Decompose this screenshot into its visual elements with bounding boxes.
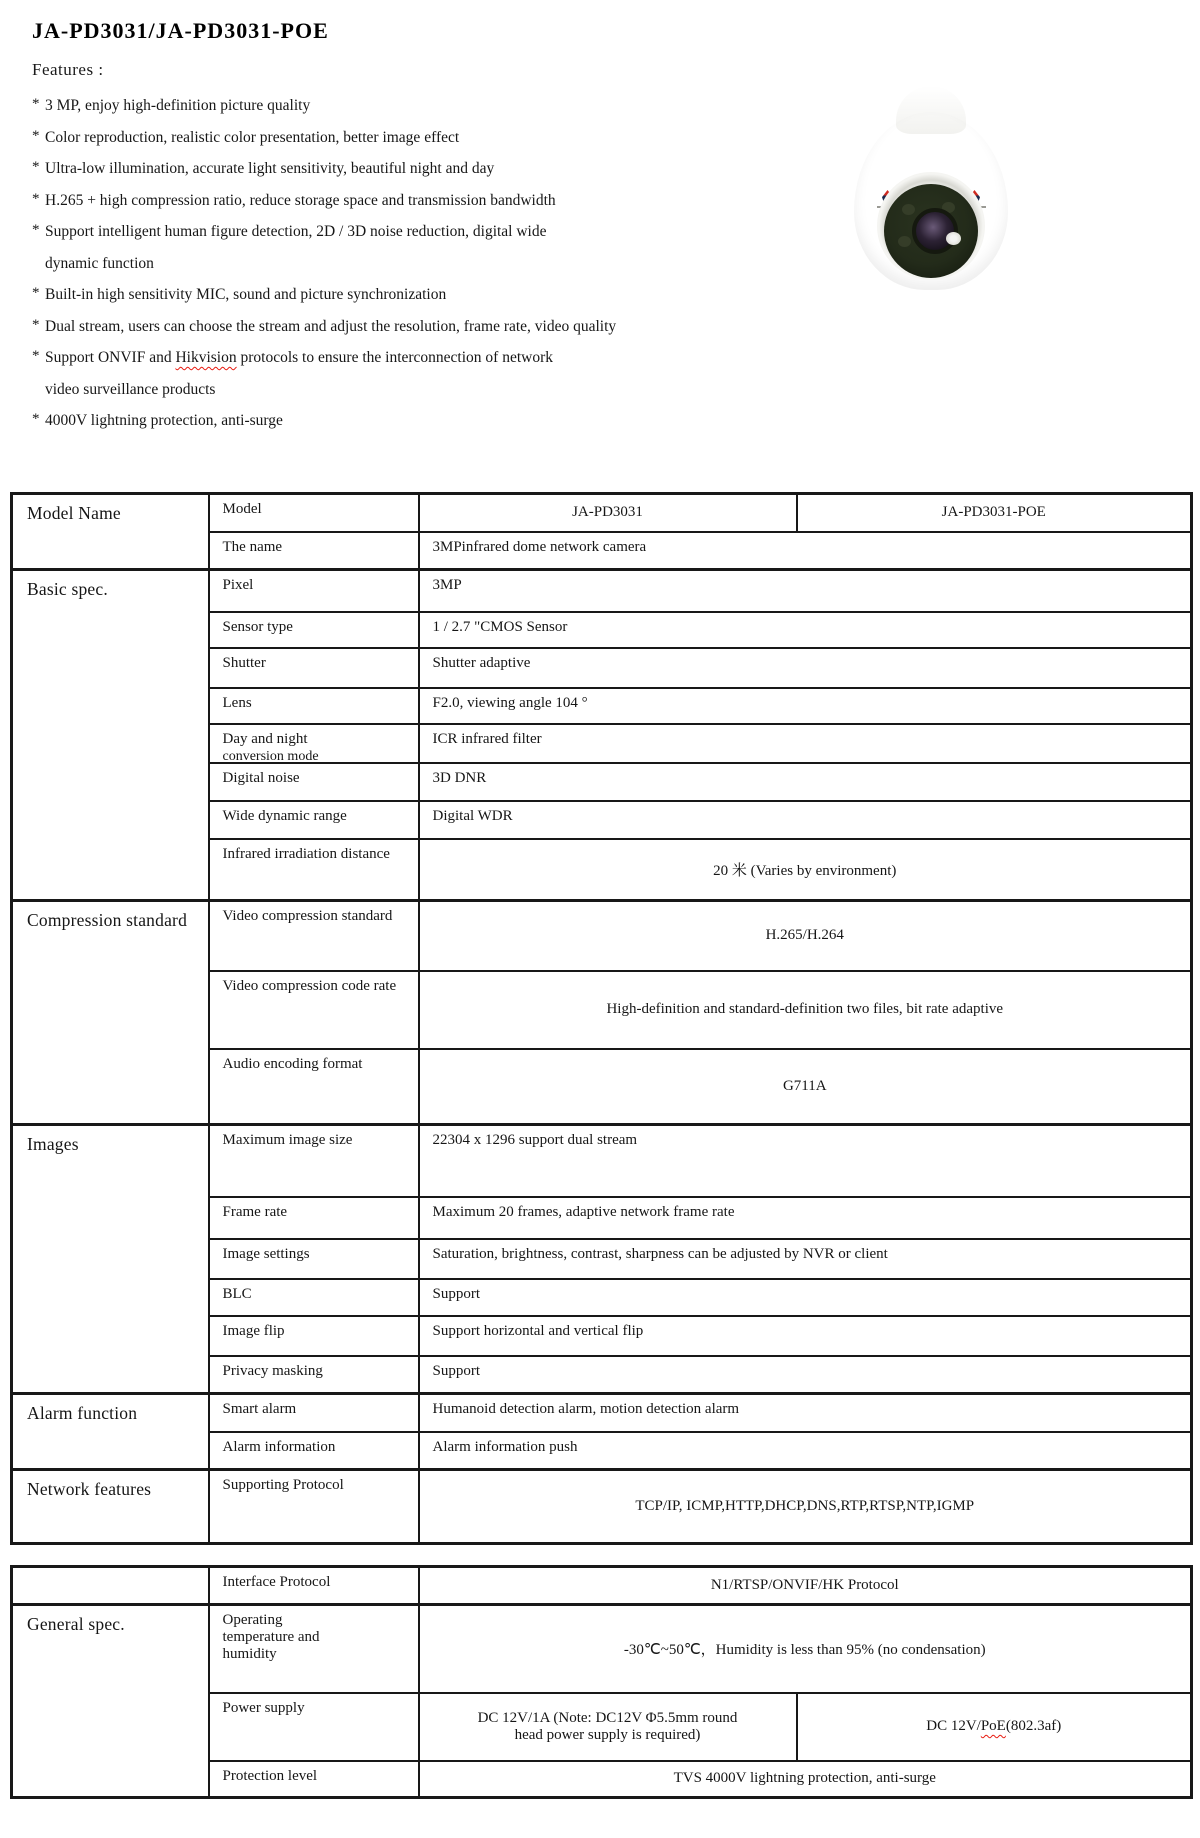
- row-value: H.265/H.264: [419, 901, 1192, 971]
- row-label: Video compression standard: [209, 901, 419, 971]
- row-label: Image settings: [209, 1239, 419, 1279]
- row-label: Pixel: [209, 570, 419, 612]
- row-label: Shutter: [209, 648, 419, 688]
- section-label: Basic spec.: [12, 570, 209, 901]
- row-label: Model: [209, 494, 419, 532]
- row-value: Maximum 20 frames, adaptive network frame rate: [419, 1197, 1192, 1239]
- row-label: Image flip: [209, 1316, 419, 1356]
- row-label: BLC: [209, 1279, 419, 1316]
- row-label: Operating temperature and humidity: [209, 1605, 419, 1693]
- power-supply-poe-value: DC 12V/PoE(802.3af): [797, 1693, 1192, 1761]
- row-value: ICR infrared filter: [419, 724, 1192, 763]
- row-value: Saturation, brightness, contrast, sharpness can be adjusted by NVR or client: [419, 1239, 1192, 1279]
- row-value: 20 米 (Varies by environment): [419, 839, 1192, 901]
- row-value: High-definition and standard-definition two files, bit rate adaptive: [419, 971, 1192, 1049]
- row-value: TCP/IP, ICMP,HTTP,DHCP,DNS,RTP,RTSP,NTP,IGMP: [419, 1470, 1192, 1544]
- page-title: JA-PD3031/JA-PD3031-POE: [32, 18, 329, 43]
- model-a-value: JA-PD3031: [419, 494, 797, 532]
- clipped-label-line: conversion mode: [222, 748, 319, 764]
- row-label: Power supply: [209, 1693, 419, 1761]
- camera-iris: [912, 208, 958, 254]
- light-sensor: [946, 232, 961, 245]
- section-label-empty: [12, 1567, 209, 1605]
- row-label: Digital noise: [209, 763, 419, 801]
- ir-led: [902, 204, 915, 215]
- misspelled-word: PoE: [980, 1718, 1006, 1734]
- feature-item: * Color reproduction, realistic color presentation, better image effect: [32, 127, 460, 146]
- features-heading: Features :: [32, 60, 104, 79]
- bullet-asterisk: *: [32, 96, 40, 112]
- feature-item: * Support ONVIF and Hikvision protocols to ensure the interconnection of network: [32, 348, 553, 366]
- row-value: 3D DNR: [419, 763, 1192, 801]
- feature-item-continuation: video surveillance products: [45, 380, 216, 398]
- row-label: Supporting Protocol: [209, 1470, 419, 1544]
- feature-item: * Support intelligent human figure detection, 2D / 3D noise reduction, digital wide: [32, 222, 547, 240]
- row-label: Interface Protocol: [209, 1567, 419, 1605]
- power-supply-dc-value: DC 12V/1A (Note: DC12V Φ5.5mm round head power supply is required): [419, 1693, 797, 1761]
- model-b-value: JA-PD3031-POE: [797, 494, 1192, 532]
- feature-item: * Dual stream, users can choose the stream and adjust the resolution, frame rate, video quality: [32, 316, 617, 335]
- row-value: 3MPinfrared dome network camera: [419, 532, 1192, 570]
- row-value: 1 / 2.7 "CMOS Sensor: [419, 612, 1192, 648]
- general-table: [10, 1565, 1193, 1799]
- row-value: TVS 4000V lightning protection, anti-surge: [419, 1761, 1192, 1798]
- feature-item: * 3 MP, enjoy high-definition picture quality: [32, 96, 311, 114]
- feature-item: * 4000V lightning protection, anti-surge: [32, 411, 283, 429]
- row-label: The name: [209, 532, 419, 570]
- row-value: Shutter adaptive: [419, 648, 1192, 688]
- feature-item: * H.265 + high compression ratio, reduce storage space and transmission bandwidth: [32, 190, 556, 209]
- row-label: Audio encoding format: [209, 1049, 419, 1125]
- row-value: 3MP: [419, 570, 1192, 612]
- row-label: Alarm information: [209, 1432, 419, 1470]
- row-label: Infrared irradiation distance: [209, 839, 419, 901]
- row-label: Smart alarm: [209, 1394, 419, 1432]
- row-value: F2.0, viewing angle 104 °: [419, 688, 1192, 724]
- row-value: Alarm information push: [419, 1432, 1192, 1470]
- section-label: Compression standard: [12, 901, 209, 1125]
- row-label: Day and night conversion mode: [209, 724, 419, 763]
- row-value: -30℃~50℃，Humidity is less than 95% (no condensation): [419, 1605, 1192, 1693]
- row-value: Digital WDR: [419, 801, 1192, 839]
- row-label: Wide dynamic range: [209, 801, 419, 839]
- row-value: Support horizontal and vertical flip: [419, 1316, 1192, 1356]
- row-value: 22304 x 1296 support dual stream: [419, 1125, 1192, 1197]
- row-label: Maximum image size: [209, 1125, 419, 1197]
- row-value: Support: [419, 1356, 1192, 1394]
- section-label: Network features: [12, 1470, 209, 1544]
- row-label: Sensor type: [209, 612, 419, 648]
- row-label: Video compression code rate: [209, 971, 419, 1049]
- row-value: Humanoid detection alarm, motion detection alarm: [419, 1394, 1192, 1432]
- section-label: General spec.: [12, 1605, 209, 1798]
- row-label: Privacy masking: [209, 1356, 419, 1394]
- row-label: Protection level: [209, 1761, 419, 1798]
- row-label: Lens: [209, 688, 419, 724]
- ir-led: [898, 236, 911, 247]
- row-label: Frame rate: [209, 1197, 419, 1239]
- features-list: [32, 97, 732, 444]
- feature-item: * Built-in high sensitivity MIC, sound and picture synchronization: [32, 285, 447, 303]
- section-label: Model Name: [12, 494, 209, 570]
- row-value: Support: [419, 1279, 1192, 1316]
- spec-table: [10, 492, 1193, 1545]
- feature-item: * Ultra-low illumination, accurate light sensitivity, beautiful night and day: [32, 159, 495, 177]
- row-value: N1/RTSP/ONVIF/HK Protocol: [419, 1567, 1192, 1605]
- section-label: Alarm function: [12, 1394, 209, 1470]
- feature-item-continuation: dynamic function: [45, 254, 154, 272]
- product-photo-dome-camera: [850, 86, 1012, 300]
- row-value: G711A: [419, 1049, 1192, 1125]
- misspelled-word: Hikvision: [175, 349, 237, 366]
- section-label: Images: [12, 1125, 209, 1394]
